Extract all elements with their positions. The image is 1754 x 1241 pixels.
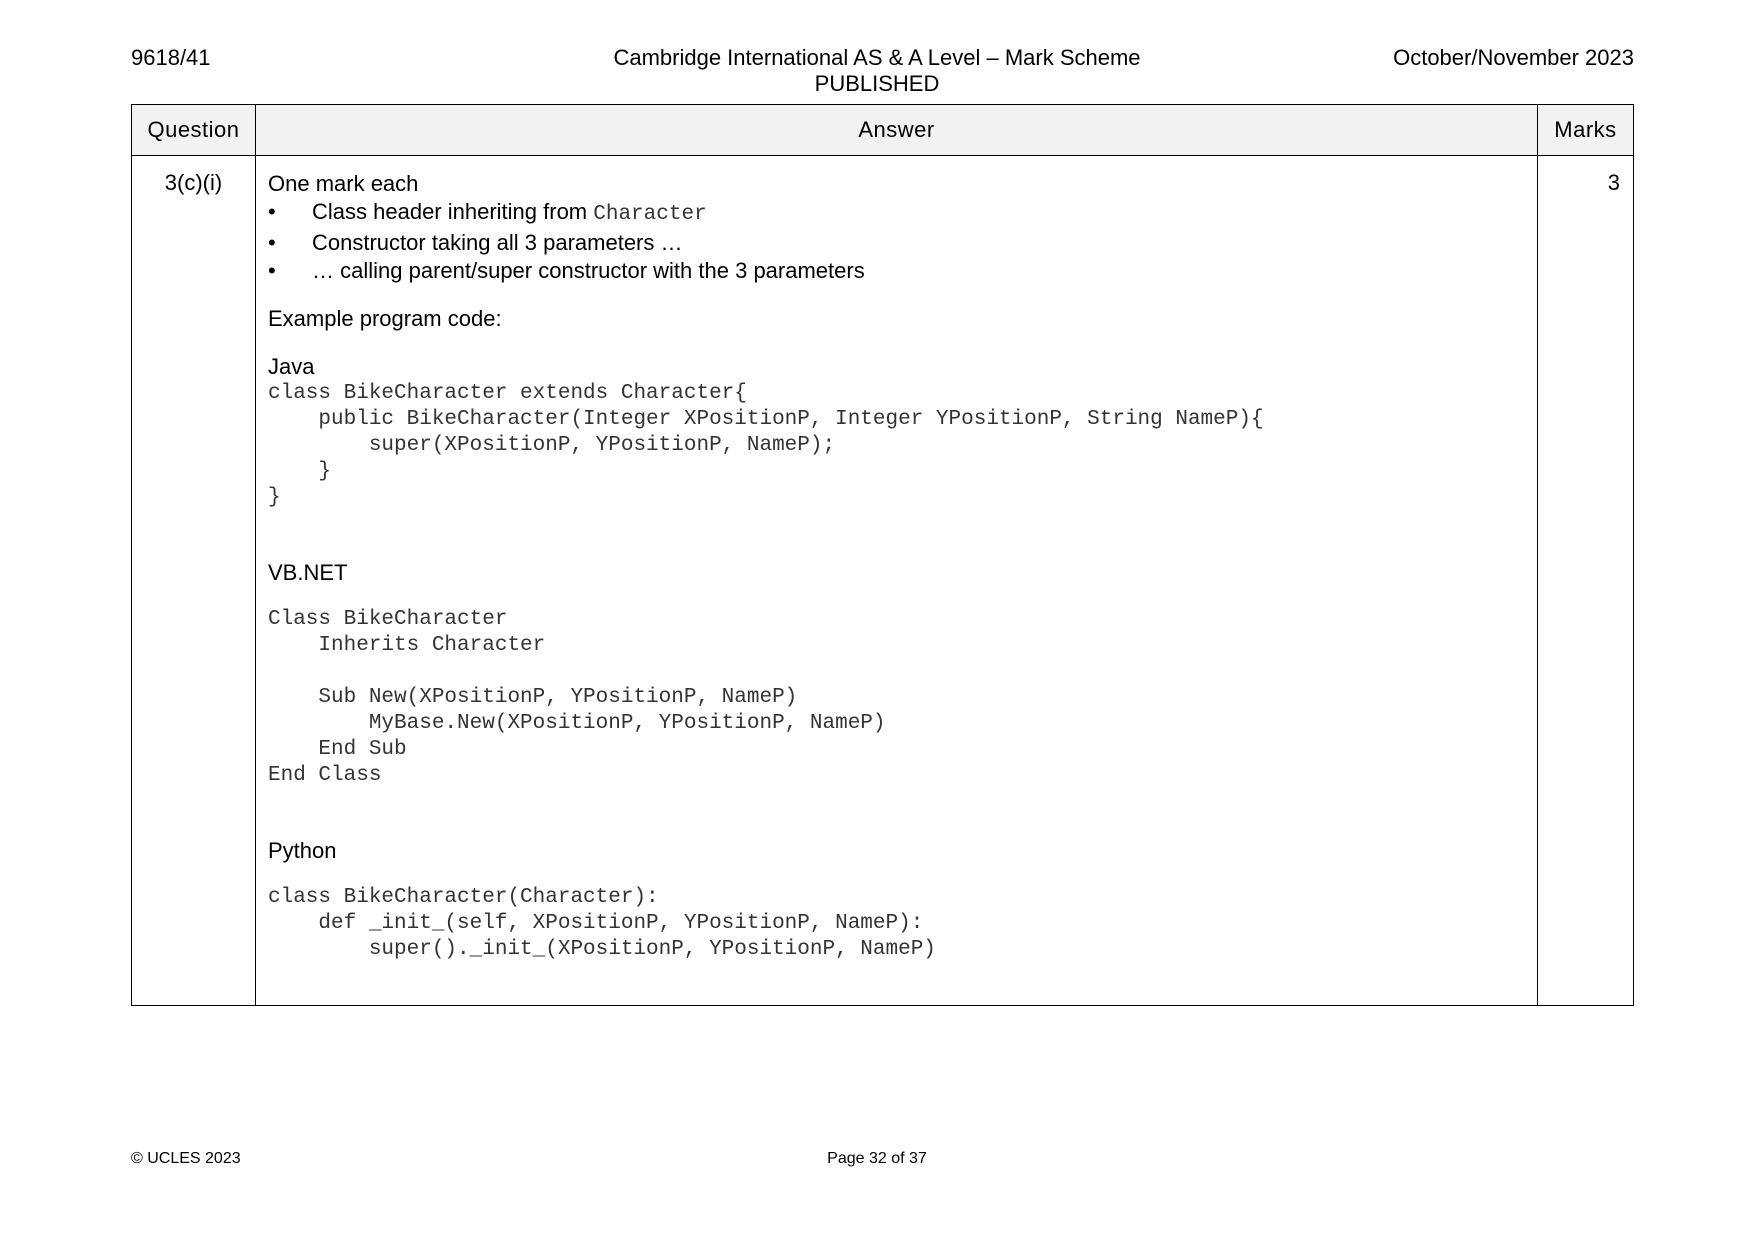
marks-column-header: Marks bbox=[1538, 105, 1634, 156]
table-header-row bbox=[132, 105, 1634, 156]
list-item bbox=[268, 229, 1527, 257]
answer-column-header: Answer bbox=[256, 105, 1538, 156]
bullet-icon: • bbox=[268, 230, 276, 255]
mark-scheme-table bbox=[131, 104, 1634, 1006]
python-code-block: class BikeCharacter(Character): def _init_(self, XPositionP, YPositionP, NameP): super()._init_(XPositionP, YPositionP, NameP) bbox=[268, 886, 936, 961]
copyright: © UCLES 2023 bbox=[131, 1150, 241, 1167]
marking-point-text: … calling parent/super constructor with the 3 parameters bbox=[312, 258, 865, 283]
marks-value: 3 bbox=[1538, 156, 1634, 1006]
list-item bbox=[268, 198, 1527, 229]
document-title: Cambridge International AS & A Level – Mark Scheme bbox=[613, 45, 1141, 70]
vbnet-code-block: Class BikeCharacter Inherits Character Sub New(XPositionP, YPositionP, NameP) MyBase.New(XPositionP, YPositionP, NameP) End Sub End Class bbox=[268, 608, 886, 787]
vbnet-label: VB.NET bbox=[268, 560, 348, 585]
marking-point-code: Character bbox=[593, 203, 707, 226]
mark-intro: One mark each bbox=[268, 171, 419, 196]
example-label: Example program code: bbox=[268, 306, 502, 331]
python-label: Python bbox=[268, 838, 337, 863]
question-number: 3(c)(i) bbox=[132, 156, 256, 1006]
marking-point-text: Constructor taking all 3 parameters … bbox=[312, 230, 683, 255]
document-status: PUBLISHED bbox=[814, 71, 940, 96]
page-number: Page 32 of 37 bbox=[827, 1150, 927, 1167]
java-label: Java bbox=[268, 354, 315, 379]
answer-cell bbox=[256, 156, 1538, 1006]
marking-points bbox=[268, 198, 1527, 285]
marking-point-text: Class header inheriting from bbox=[312, 199, 594, 224]
java-code-block: class BikeCharacter extends Character{ public BikeCharacter(Integer XPositionP, Integer YPositionP, String NameP){ super(XPositionP, YPositionP, NameP); } } bbox=[268, 382, 1264, 509]
question-column-header: Question bbox=[132, 105, 256, 156]
list-item bbox=[268, 257, 1527, 285]
bullet-icon: • bbox=[268, 258, 276, 283]
exam-session: October/November 2023 bbox=[1393, 45, 1634, 70]
paper-code: 9618/41 bbox=[131, 45, 211, 70]
bullet-icon: • bbox=[268, 199, 276, 224]
table-row bbox=[132, 156, 1634, 1006]
